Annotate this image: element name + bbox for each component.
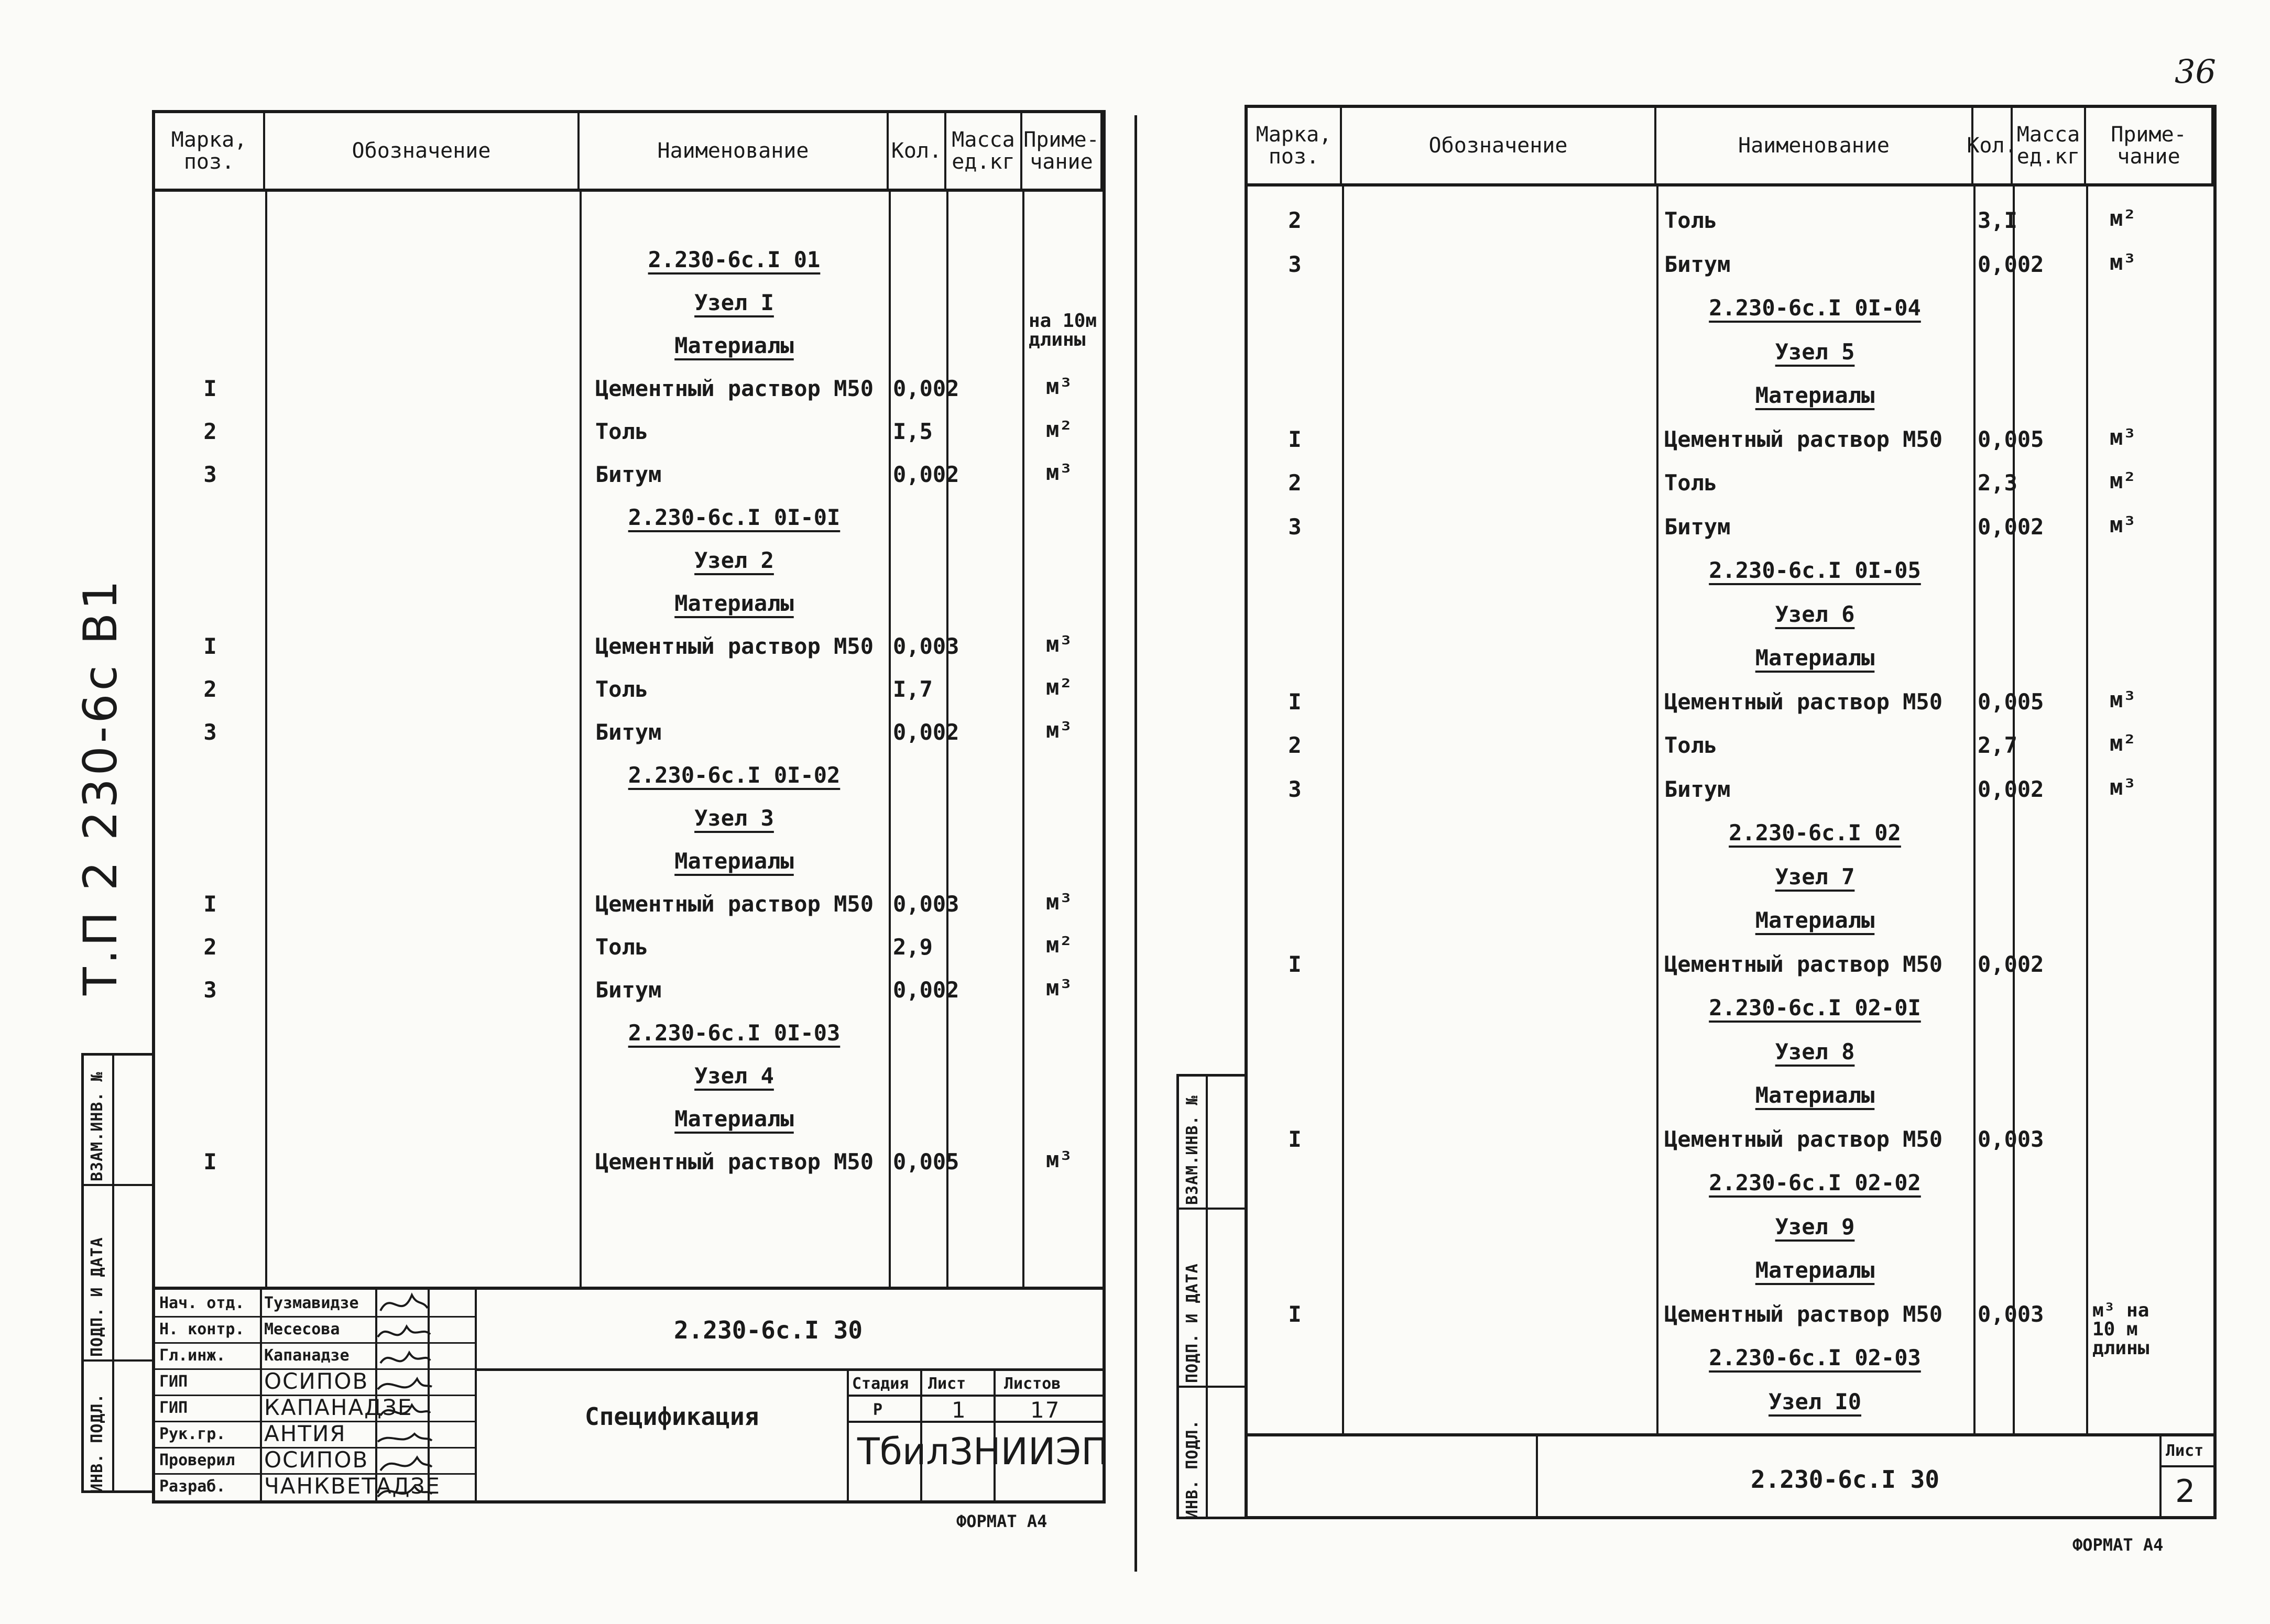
doc-designation-r: 2.230-6с.I 30 bbox=[1751, 1465, 1940, 1494]
right-row-pos: 3 bbox=[1288, 776, 1302, 802]
sheets-value: 17 bbox=[1030, 1397, 1061, 1423]
left-stamp-strip bbox=[81, 1053, 154, 1493]
left-row-name: Цементный раствор М50 bbox=[595, 1149, 874, 1175]
right-row-qty: 2,3 bbox=[1978, 470, 2017, 496]
person-name: Месесова bbox=[264, 1320, 340, 1338]
left-row-pos: 3 bbox=[203, 719, 217, 745]
left-heading-text: 2.230-6с.I 0I-03 bbox=[628, 1020, 841, 1046]
right-row-name: Цементный раствор М50 bbox=[1664, 688, 1943, 715]
left-row-pos: I bbox=[203, 1149, 217, 1175]
signatures bbox=[375, 1290, 433, 1504]
left-row-heading bbox=[580, 547, 889, 573]
left-row-pos: 2 bbox=[203, 676, 217, 702]
right-row-pos: I bbox=[1288, 1301, 1302, 1327]
person-name: КАПАНАДЗЕ bbox=[264, 1395, 413, 1420]
right-row-heading bbox=[1656, 339, 1973, 365]
left-column-line bbox=[265, 192, 267, 1287]
right-row-heading bbox=[1656, 907, 1973, 933]
right-row-note: м³ bbox=[2110, 249, 2136, 275]
left-row-qty: 0,002 bbox=[893, 719, 959, 745]
right-row-note: м² bbox=[2110, 730, 2136, 756]
side-document-code: Т.П 2 230-6с В1 bbox=[73, 577, 127, 995]
right-column-line bbox=[2013, 186, 2015, 1433]
left-row-note: м³ bbox=[1046, 1147, 1073, 1172]
right-row-pos: 2 bbox=[1288, 470, 1302, 496]
left-row-name: Толь bbox=[595, 934, 649, 960]
left-heading-text: Материалы bbox=[674, 1106, 794, 1132]
left-heading-text: Материалы bbox=[674, 848, 794, 874]
left-row-qty: 0,003 bbox=[893, 633, 959, 659]
right-row-qty: 0,005 bbox=[1978, 688, 2044, 715]
left-heading-text: 2.230-6с.I 0I-02 bbox=[628, 762, 841, 788]
left-header-0: Марка, поз. bbox=[155, 113, 265, 192]
right-row-qty: 0,002 bbox=[1978, 776, 2044, 802]
left-heading-text: Узел 4 bbox=[694, 1063, 774, 1089]
right-heading-text: Материалы bbox=[1755, 645, 1875, 671]
person-name: ОСИПОВ bbox=[264, 1447, 369, 1473]
right-heading-text: Узел 6 bbox=[1775, 601, 1855, 627]
right-row-name: Битум bbox=[1664, 251, 1731, 277]
right-row-heading bbox=[1656, 295, 1973, 321]
left-row-name: Толь bbox=[595, 419, 649, 444]
right-row-heading bbox=[1656, 820, 1973, 846]
person-name: АНТИЯ bbox=[264, 1421, 346, 1446]
left-row-note: м² bbox=[1046, 932, 1073, 958]
right-row-note: м³ bbox=[2110, 511, 2136, 537]
right-heading-text: Материалы bbox=[1755, 1082, 1875, 1108]
left-row-qty: 0,003 bbox=[893, 891, 959, 917]
left-row-qty: 0,002 bbox=[893, 376, 959, 401]
left-row-heading bbox=[580, 290, 889, 315]
right-row-heading bbox=[1656, 645, 1973, 671]
left-row-pos: I bbox=[203, 633, 217, 659]
left-row-pos: 2 bbox=[203, 419, 217, 444]
doc-designation: 2.230-6с.I 30 bbox=[674, 1316, 863, 1344]
right-format-label: ФОРМАТ А4 bbox=[2072, 1535, 2164, 1555]
right-heading-text: Узел 9 bbox=[1775, 1213, 1855, 1239]
right-row-name: Толь bbox=[1664, 207, 1718, 233]
right-row-pos: 3 bbox=[1288, 513, 1302, 540]
right-row-note: м² bbox=[2110, 205, 2136, 231]
left-row-heading bbox=[580, 848, 889, 874]
right-row-qty: 2,7 bbox=[1978, 732, 2017, 758]
right-heading-text: Материалы bbox=[1755, 1257, 1875, 1283]
left-column-line bbox=[889, 192, 891, 1287]
left-row-name: Цементный раствор М50 bbox=[595, 891, 874, 917]
left-row-heading bbox=[580, 1106, 889, 1132]
left-row-pos: I bbox=[203, 891, 217, 917]
left-row-name: Цементный раствор М50 bbox=[595, 633, 874, 659]
left-row-qty: 0,002 bbox=[893, 462, 959, 487]
role-label: Проверил bbox=[159, 1451, 235, 1469]
right-row-heading bbox=[1656, 1389, 1973, 1414]
right-row-pos: 3 bbox=[1288, 251, 1302, 277]
right-column-line bbox=[1656, 186, 1658, 1433]
right-row-heading bbox=[1656, 1039, 1973, 1065]
right-heading-text: 2.230-6с.I 02-02 bbox=[1709, 1170, 1921, 1195]
organization: ТбилЗНИИЭП bbox=[857, 1430, 1109, 1473]
left-row-name: Битум bbox=[595, 719, 662, 745]
right-header-2: Наименование bbox=[1656, 108, 1973, 186]
person-name: ЧАНКВЕТАДЗЕ bbox=[264, 1473, 441, 1499]
stamp-label-sign-r: ПОДП. И ДАТА bbox=[1183, 1263, 1202, 1383]
stage-label: Стадия bbox=[852, 1375, 909, 1393]
right-header-5: Приме- чание bbox=[2086, 108, 2213, 186]
left-row-qty: 0,005 bbox=[893, 1149, 959, 1175]
right-row-note: м² bbox=[2110, 468, 2136, 493]
right-header-0: Марка, поз. bbox=[1248, 108, 1342, 186]
right-title-block bbox=[1248, 1433, 2213, 1516]
left-length-note: на 10м длины bbox=[1029, 310, 1097, 350]
right-row-qty: 0,002 bbox=[1978, 951, 2044, 977]
fold-line bbox=[1134, 115, 1137, 1572]
left-heading-text: Материалы bbox=[674, 590, 794, 616]
left-row-qty: 0,002 bbox=[893, 977, 959, 1003]
left-row-heading bbox=[580, 762, 889, 788]
stamp-label-replace: ВЗАМ.ИНВ. № bbox=[88, 1071, 106, 1181]
right-heading-text: Узел 7 bbox=[1775, 863, 1855, 890]
person-name: ОСИПОВ bbox=[264, 1368, 369, 1394]
left-row-heading bbox=[580, 1020, 889, 1046]
person-name: Капанадзе bbox=[264, 1346, 350, 1365]
left-heading-text: Материалы bbox=[674, 333, 794, 358]
left-row-pos: I bbox=[203, 376, 217, 401]
left-row-name: Цементный раствор М50 bbox=[595, 376, 874, 401]
right-row-name: Толь bbox=[1664, 732, 1718, 758]
right-row-heading bbox=[1656, 557, 1973, 583]
right-length-note: м³ на 10 м длины bbox=[2092, 1299, 2149, 1359]
right-header-1: Обозначение bbox=[1342, 108, 1656, 186]
sheets-label: Листов bbox=[1004, 1375, 1061, 1393]
left-column-line bbox=[1022, 192, 1024, 1287]
left-row-note: м² bbox=[1046, 674, 1073, 700]
right-heading-text: 2.230-6с.I 0I-04 bbox=[1709, 295, 1921, 321]
left-row-name: Битум bbox=[595, 977, 662, 1003]
stamp-label-inv: ИНВ. ПОДЛ. bbox=[88, 1393, 106, 1493]
left-row-name: Толь bbox=[595, 676, 649, 702]
right-heading-text: 2.230-6с.I 02-0I bbox=[1709, 995, 1921, 1021]
left-row-note: м³ bbox=[1046, 459, 1073, 485]
left-row-note: м² bbox=[1046, 416, 1073, 442]
right-heading-text: Узел 5 bbox=[1775, 338, 1855, 365]
right-row-heading bbox=[1656, 1257, 1973, 1283]
left-row-qty: 2,9 bbox=[893, 934, 933, 960]
stage-value: Р bbox=[873, 1401, 883, 1419]
right-row-pos: I bbox=[1288, 951, 1302, 977]
left-row-pos: 3 bbox=[203, 462, 217, 487]
right-row-name: Цементный раствор М50 bbox=[1664, 426, 1943, 452]
role-label: Разраб. bbox=[159, 1477, 226, 1496]
left-row-note: м³ bbox=[1046, 975, 1073, 1001]
left-row-note: м³ bbox=[1046, 889, 1073, 915]
doc-title: Спецификация bbox=[585, 1402, 759, 1431]
left-heading-text: Узел 3 bbox=[694, 805, 774, 831]
right-row-heading bbox=[1656, 601, 1973, 627]
left-header-1: Обозначение bbox=[265, 113, 580, 192]
sheet-value: 1 bbox=[952, 1397, 967, 1423]
role-label: ГИП bbox=[159, 1399, 188, 1417]
left-row-note: м³ bbox=[1046, 717, 1073, 743]
person-name: Тузмавидзе bbox=[264, 1294, 359, 1312]
stamp-label-inv-r: ИНВ. ПОДЛ. bbox=[1183, 1419, 1202, 1519]
right-row-name: Цементный раствор М50 bbox=[1664, 1126, 1943, 1152]
right-row-heading bbox=[1656, 995, 1973, 1021]
right-row-name: Битум bbox=[1664, 776, 1731, 802]
left-heading-text: 2.230-6с.I 0I-0I bbox=[628, 504, 841, 530]
role-label: ГИП bbox=[159, 1373, 188, 1391]
left-row-note: м³ bbox=[1046, 374, 1073, 399]
right-row-pos: I bbox=[1288, 1126, 1302, 1152]
right-column-line bbox=[1342, 186, 1344, 1433]
left-header-2: Наименование bbox=[580, 113, 889, 192]
left-header-5: Приме- чание bbox=[1022, 113, 1103, 192]
left-row-name: Битум bbox=[595, 462, 662, 487]
right-row-name: Цементный раствор М50 bbox=[1664, 1301, 1943, 1327]
right-row-note: м³ bbox=[2110, 686, 2136, 712]
right-row-qty: 0,002 bbox=[1978, 251, 2044, 277]
role-label: Н. контр. bbox=[159, 1320, 245, 1338]
right-row-pos: 2 bbox=[1288, 732, 1302, 758]
left-row-heading bbox=[580, 590, 889, 616]
right-row-heading bbox=[1656, 864, 1973, 890]
right-header-4: Масса ед.кг bbox=[2013, 108, 2086, 186]
role-label: Рук.гр. bbox=[159, 1425, 226, 1443]
right-heading-text: Материалы bbox=[1755, 382, 1875, 408]
right-header-3: Кол. bbox=[1973, 108, 2013, 186]
right-row-pos: I bbox=[1288, 688, 1302, 715]
role-label: Гл.инж. bbox=[159, 1346, 226, 1365]
right-row-qty: 0,003 bbox=[1978, 1126, 2044, 1152]
right-column-line bbox=[1973, 186, 1976, 1433]
right-row-qty: 3,I bbox=[1978, 207, 2017, 233]
left-header-4: Масса ед.кг bbox=[946, 113, 1022, 192]
right-stamp-strip bbox=[1176, 1074, 1247, 1519]
right-heading-text: 2.230-6с.I 02 bbox=[1729, 820, 1901, 846]
right-heading-text: Узел I0 bbox=[1768, 1388, 1861, 1414]
left-row-qty: I,7 bbox=[893, 676, 933, 702]
right-heading-text: Узел 8 bbox=[1775, 1038, 1855, 1065]
left-heading-text: 2.230-6с.I 01 bbox=[648, 247, 821, 272]
right-row-heading bbox=[1656, 1214, 1973, 1239]
right-row-heading bbox=[1656, 1082, 1973, 1108]
right-row-qty: 0,002 bbox=[1978, 513, 2044, 540]
right-row-pos: 2 bbox=[1288, 207, 1302, 233]
right-column-line bbox=[2086, 186, 2088, 1433]
sheet-label: Лист bbox=[928, 1375, 966, 1393]
stamp-label-replace-r: ВЗАМ.ИНВ. № bbox=[1183, 1095, 1202, 1205]
right-row-name: Толь bbox=[1664, 470, 1718, 496]
right-row-qty: 0,005 bbox=[1978, 426, 2044, 452]
left-heading-text: Узел I bbox=[694, 290, 774, 315]
right-row-name: Цементный раствор М50 bbox=[1664, 951, 1943, 977]
left-row-note: м³ bbox=[1046, 631, 1073, 657]
right-row-heading bbox=[1656, 382, 1973, 408]
right-row-heading bbox=[1656, 1345, 1973, 1370]
left-title-block bbox=[155, 1287, 1109, 1500]
page-number: 36 bbox=[2175, 52, 2216, 91]
left-row-qty: I,5 bbox=[893, 419, 933, 444]
left-heading-text: Узел 2 bbox=[694, 547, 774, 573]
left-row-heading bbox=[580, 805, 889, 831]
stamp-label-sign: ПОДП. И ДАТА bbox=[88, 1237, 106, 1357]
left-row-heading bbox=[580, 1063, 889, 1089]
role-label: Нач. отд. bbox=[159, 1294, 245, 1312]
sheet-label-r: Лист bbox=[2166, 1442, 2204, 1460]
right-row-note: м³ bbox=[2110, 424, 2136, 450]
right-heading-text: Материалы bbox=[1755, 907, 1875, 933]
right-heading-text: 2.230-6с.I 02-03 bbox=[1709, 1345, 1921, 1370]
right-row-heading bbox=[1656, 1170, 1973, 1195]
right-row-pos: I bbox=[1288, 426, 1302, 452]
right-spec-sheet bbox=[1245, 105, 2217, 1519]
left-row-pos: 3 bbox=[203, 977, 217, 1003]
right-row-qty: 0,003 bbox=[1978, 1301, 2044, 1327]
left-row-heading bbox=[580, 333, 889, 358]
left-header-3: Кол. bbox=[889, 113, 946, 192]
left-spec-sheet bbox=[152, 110, 1109, 1504]
left-row-heading bbox=[580, 247, 889, 272]
right-row-name: Битум bbox=[1664, 513, 1731, 540]
right-heading-text: 2.230-6с.I 0I-05 bbox=[1709, 557, 1921, 583]
right-row-note: м³ bbox=[2110, 774, 2136, 800]
left-row-heading bbox=[580, 504, 889, 530]
left-row-pos: 2 bbox=[203, 934, 217, 960]
sheet-value-r: 2 bbox=[2175, 1473, 2197, 1510]
left-format-label: ФОРМАТ А4 bbox=[956, 1511, 1047, 1531]
